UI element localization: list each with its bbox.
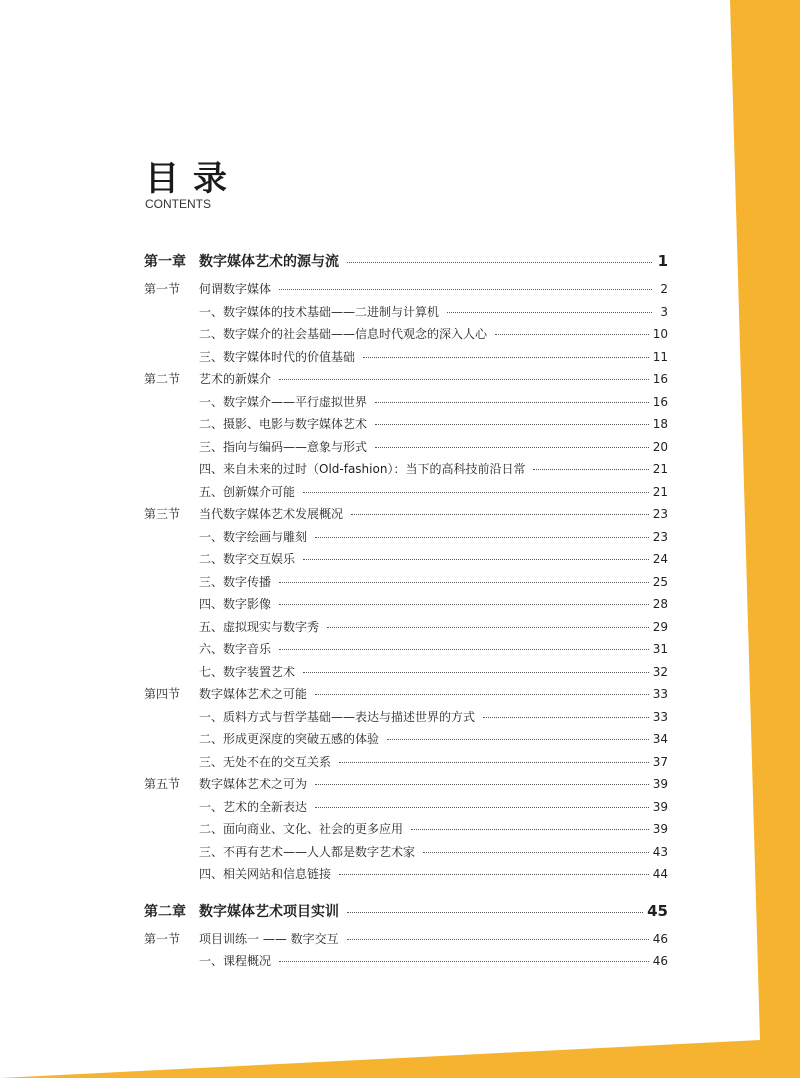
toc-item-title: 一、课程概况 (199, 954, 272, 968)
toc-item-row[interactable] (144, 661, 668, 684)
toc-item-title: 三、数字媒体时代的价值基础 (199, 349, 356, 364)
dot-leader (279, 648, 649, 650)
toc-section-row[interactable] (144, 278, 668, 301)
toc-item-row[interactable] (144, 346, 668, 369)
toc-item-row[interactable] (144, 728, 668, 751)
toc-page-number: 33 (652, 709, 668, 724)
table-of-contents (144, 248, 668, 973)
dot-leader (375, 423, 649, 425)
toc-section-row[interactable] (144, 503, 668, 526)
toc-page-number: 37 (652, 754, 668, 769)
toc-page-number: 25 (652, 574, 668, 589)
toc-page-number: 10 (652, 327, 668, 341)
toc-item-row[interactable] (144, 548, 668, 571)
toc-item-title: 五、创新媒介可能 (199, 484, 296, 499)
toc-page-number: 21 (652, 462, 668, 476)
toc-item-title: 七、数字装置艺术 (199, 664, 296, 679)
toc-item-title: 二、摄影、电影与数字媒体艺术 (199, 417, 368, 431)
toc-section-number: 第二节 (144, 372, 181, 386)
dot-leader (315, 693, 649, 695)
toc-item-row[interactable] (144, 841, 668, 864)
page-subtitle: CONTENTS (145, 197, 211, 211)
toc-heading (145, 160, 241, 211)
dot-leader (279, 378, 649, 380)
toc-item-row[interactable] (144, 863, 668, 886)
toc-item-title: 三、指向与编码——意象与形式 (199, 439, 368, 454)
toc-page-number: 16 (652, 372, 668, 386)
dot-leader (347, 938, 649, 940)
toc-item-title: 一、数字媒介——平行虚拟世界 (199, 394, 368, 409)
toc-page-number: 32 (652, 664, 668, 679)
dot-leader (423, 851, 649, 853)
dot-leader (279, 288, 652, 290)
toc-section-row[interactable] (144, 683, 668, 706)
toc-page-number: 3 (660, 304, 668, 319)
toc-item-title: 二、数字媒介的社会基础——信息时代观念的深入人心 (199, 327, 488, 341)
toc-section-number: 第三节 (144, 507, 181, 521)
toc-section-row[interactable] (144, 368, 668, 391)
dot-leader (303, 558, 649, 560)
dot-leader (303, 491, 649, 493)
toc-chapter-row[interactable] (144, 248, 668, 274)
toc-page-number: 46 (652, 954, 668, 968)
dot-leader (533, 468, 648, 470)
toc-item-row[interactable] (144, 526, 668, 549)
toc-item-row[interactable] (144, 413, 668, 436)
toc-page-number: 29 (652, 619, 668, 634)
toc-item-title: 一、质料方式与哲学基础——表达与描述世界的方式 (199, 709, 476, 724)
toc-section-number: 第五节 (144, 777, 181, 791)
toc-item-row[interactable] (144, 616, 668, 639)
toc-page-number: 1 (657, 252, 668, 270)
toc-chapter-title: 数字媒体艺术项目实训 (199, 903, 339, 920)
toc-item-title: 四、数字影像 (199, 597, 272, 611)
toc-section-title: 何谓数字媒体 (199, 282, 272, 296)
toc-chapter-title: 数字媒体艺术的源与流 (199, 254, 339, 270)
toc-section-number: 第一节 (144, 931, 181, 946)
toc-section-number: 第四节 (144, 687, 181, 701)
dot-leader (279, 603, 649, 605)
toc-chapter-number: 第二章 (144, 903, 186, 920)
toc-item-title: 三、无处不在的交互关系 (199, 754, 332, 769)
toc-section-title: 艺术的新媒介 (199, 372, 272, 386)
toc-item-row[interactable] (144, 481, 668, 504)
toc-item-title: 二、面向商业、文化、社会的更多应用 (199, 822, 404, 836)
toc-section-number: 第一节 (144, 282, 181, 296)
dot-leader (279, 581, 649, 583)
toc-page-number: 21 (652, 484, 668, 499)
dot-leader (387, 738, 649, 740)
dot-leader (347, 261, 652, 263)
chapter-gap (144, 886, 668, 898)
toc-page-number: 20 (652, 439, 668, 454)
toc-page-number: 31 (652, 642, 668, 656)
dot-leader (483, 716, 649, 718)
toc-item-title: 一、艺术的全新表达 (199, 799, 308, 814)
toc-item-title: 四、来自未来的过时（Old-fashion）：当下的高科技前沿日常 (199, 462, 526, 476)
dot-leader (363, 356, 649, 358)
dot-leader (351, 513, 649, 515)
toc-page-number: 39 (652, 799, 668, 814)
toc-item-title: 二、形成更深度的突破五感的体验 (199, 732, 380, 746)
toc-item-row[interactable] (144, 638, 668, 661)
dot-leader (375, 401, 649, 403)
toc-item-row[interactable] (144, 950, 668, 973)
toc-item-row[interactable] (144, 436, 668, 459)
toc-page-number: 34 (652, 732, 668, 746)
toc-page-number: 18 (652, 417, 668, 431)
toc-item-title: 一、数字绘画与雕刻 (199, 529, 308, 544)
toc-item-row[interactable] (144, 571, 668, 594)
toc-item-title: 三、不再有艺术——人人都是数字艺术家 (199, 844, 416, 859)
dot-leader (315, 806, 649, 808)
toc-section-title: 项目训练一 —— 数字交互 (199, 931, 339, 946)
toc-item-row[interactable] (144, 706, 668, 729)
dot-leader (447, 311, 652, 313)
dot-leader (279, 960, 649, 962)
toc-item-title: 三、数字传播 (199, 574, 272, 589)
toc-chapter-number: 第一章 (144, 254, 186, 270)
dot-leader (411, 828, 649, 830)
toc-section-title: 数字媒体艺术之可为 (199, 777, 308, 791)
toc-page-number: 16 (652, 394, 668, 409)
toc-item-row[interactable] (144, 796, 668, 819)
toc-page-number: 43 (652, 844, 668, 859)
toc-page-number: 23 (652, 507, 668, 521)
dot-leader (327, 626, 649, 628)
toc-item-title: 五、虚拟现实与数字秀 (199, 619, 320, 634)
toc-chapter-row[interactable] (144, 898, 668, 924)
toc-item-title: 一、数字媒体的技术基础——二进制与计算机 (199, 304, 440, 319)
toc-section-row[interactable] (144, 928, 668, 951)
dot-leader (339, 873, 649, 875)
toc-page-number: 44 (652, 867, 668, 881)
dot-leader (303, 671, 649, 673)
toc-item-title: 六、数字音乐 (199, 642, 272, 656)
toc-item-row[interactable] (144, 458, 668, 481)
toc-page-number: 46 (652, 931, 668, 946)
toc-item-row[interactable] (144, 593, 668, 616)
toc-item-row[interactable] (144, 751, 668, 774)
dot-leader (375, 446, 649, 448)
toc-page-number: 45 (647, 901, 668, 920)
dot-leader (315, 536, 649, 538)
dot-leader (315, 783, 649, 785)
toc-page-number: 23 (652, 529, 668, 544)
toc-section-title: 当代数字媒体艺术发展概况 (199, 507, 344, 521)
toc-page-number: 39 (652, 777, 668, 791)
toc-item-row[interactable] (144, 301, 668, 324)
toc-page-number: 33 (652, 687, 668, 701)
toc-page-number: 28 (652, 597, 668, 611)
toc-page-number: 39 (652, 822, 668, 836)
toc-section-title: 数字媒体艺术之可能 (199, 687, 308, 701)
dot-leader (495, 333, 649, 335)
toc-section-row[interactable] (144, 773, 668, 796)
toc-item-row[interactable] (144, 323, 668, 346)
toc-page-number: 2 (660, 282, 668, 296)
toc-item-row[interactable] (144, 818, 668, 841)
toc-item-title: 二、数字交互娱乐 (199, 552, 296, 566)
toc-page-number: 24 (652, 552, 668, 566)
toc-item-title: 四、相关网站和信息链接 (199, 867, 332, 881)
toc-item-row[interactable] (144, 391, 668, 414)
dot-leader (339, 761, 649, 763)
dot-leader (347, 911, 643, 913)
page-title: 目录 (145, 159, 241, 199)
toc-page-number: 11 (652, 349, 668, 364)
